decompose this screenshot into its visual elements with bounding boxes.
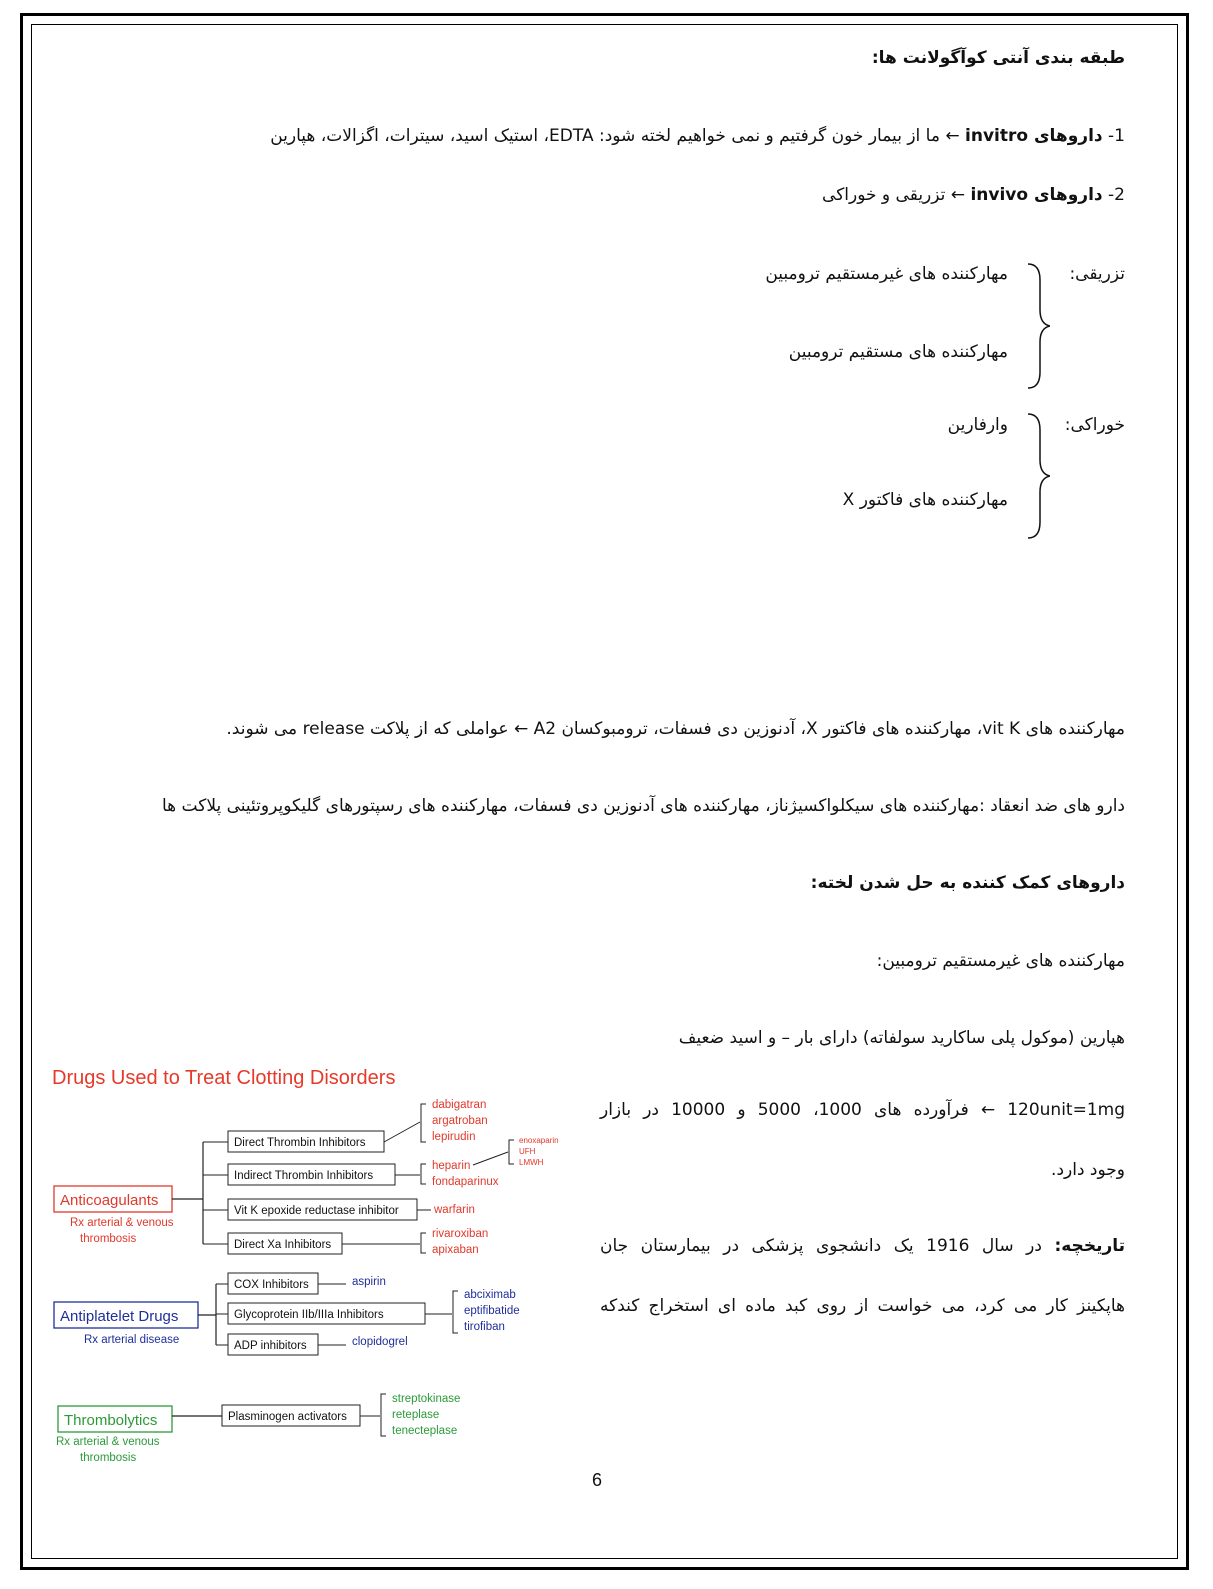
drug-label: warfarin (434, 1204, 475, 1216)
paragraph-antiplatelet: دارو های ضد انعقاد :مهارکننده های سیکلواکسیژناز، مهارکننده های آدنوزین دی فسفات، مهارکننده های رسپتورهای گلیکوپروتئینی پلاکت ها (161, 796, 1125, 816)
drug-label: fondaparinux (432, 1176, 499, 1188)
class-label: Indirect Thrombin Inhibitors (234, 1170, 374, 1182)
antiplatelet-note: Rx arterial disease (84, 1334, 180, 1346)
anticoagulants-note: Rx arterial & venous (70, 1217, 174, 1229)
history-paragraph-line1: تاریخچه: در سال 1916 یک دانشجوی پزشکی در بیمارستان جان (600, 1236, 1126, 1256)
oral-item-warfarin: وارفارین (947, 415, 1008, 435)
class-label: Glycoprotein IIb/IIIa Inhibitors (234, 1309, 384, 1321)
class-label: Plasminogen activators (228, 1411, 347, 1423)
arrow-icon: ← (513, 719, 529, 739)
drug-label: streptokinase (392, 1393, 461, 1405)
heparin-units-cont: وجود دارد. (1051, 1160, 1125, 1180)
drug-label: lepirudin (432, 1131, 476, 1143)
item-text: ما از بیمار خون گرفتیم و نمی خواهیم لخته شود: EDTA، استیک اسید، سیترات، اگزالات، هپارین (270, 126, 940, 146)
injectable-item-direct: مهارکننده های مستقیم ترومبین (788, 342, 1008, 362)
class-label: Vit K epoxide reductase inhibitor (234, 1205, 399, 1217)
class-label: ADP inhibitors (234, 1340, 307, 1352)
class-label: Direct Xa Inhibitors (234, 1239, 332, 1251)
item-label: داروهای invivo (970, 185, 1103, 205)
drug-label: apixaban (432, 1244, 479, 1256)
arrow-icon: ← (950, 185, 966, 205)
thrombolytics-note: thrombosis (80, 1452, 137, 1464)
heparin-type: UFH (519, 1147, 536, 1156)
drug-label: rivaroxiban (432, 1228, 489, 1240)
heparin-description: هپارین (موکول پلی ساکارید سولفاته) دارای بار – و اسید ضعیف (678, 1028, 1125, 1048)
page-number: 6 (592, 1470, 603, 1490)
arrow-icon: ← (945, 126, 960, 146)
item-label: داروهای invitro (965, 126, 1103, 146)
paragraph-platelet-release: مهارکننده های vit K، مهارکننده های فاکتور X، آدنوزین دی فسفات، ترومبوکسان A2 ← عواملی که از پلاکت release می شوند. (226, 719, 1125, 739)
indirect-thrombin-heading: مهارکننده های غیرمستقیم ترومبین: (876, 951, 1125, 971)
drug-label: abciximab (464, 1289, 516, 1301)
antiplatelet-label: Antiplatelet Drugs (60, 1308, 179, 1325)
anticoagulants-label: Anticoagulants (60, 1192, 159, 1209)
section-heading: طبقه بندی آنتی کوآگولانت ها: (871, 48, 1125, 68)
drug-label: heparin (432, 1160, 471, 1172)
anticoagulants-note: thrombosis (80, 1233, 137, 1245)
heparin-type: LMWH (519, 1158, 544, 1167)
oral-label: خوراکی: (1064, 415, 1125, 435)
item-number: 1- (1108, 126, 1125, 146)
drug-label: aspirin (352, 1276, 386, 1288)
class-label: Direct Thrombin Inhibitors (234, 1137, 366, 1149)
thrombolytics-label: Thrombolytics (64, 1412, 158, 1429)
diagram-title: Drugs Used to Treat Clotting Disorders (52, 1067, 396, 1089)
drug-label: eptifibatide (464, 1305, 520, 1317)
injectable-label: تزریقی: (1069, 264, 1125, 284)
drug-label: tenecteplase (392, 1425, 458, 1437)
drug-label: argatroban (432, 1115, 488, 1127)
item-invitro (270, 126, 1125, 146)
item-invivo (822, 185, 1125, 205)
clotting-drugs-diagram (48, 1060, 588, 1470)
brace-icon (1010, 262, 1050, 390)
heparin-units: 120unit=1mg ← فرآورده های 1000، 5000 و 10000 در بازار (600, 1100, 1125, 1120)
drug-label: reteplase (392, 1409, 440, 1421)
item-text: تزریقی و خوراکی (822, 185, 946, 205)
drug-label: tirofiban (464, 1321, 505, 1333)
injectable-item-indirect: مهارکننده های غیرمستقیم ترومبین (765, 264, 1008, 284)
history-paragraph-line2: هاپکینز کار می کرد، می خواست از روی کبد ماده ای استخراج کندکه (600, 1296, 1125, 1316)
drug-label: clopidogrel (352, 1336, 408, 1348)
item-number: 2- (1108, 185, 1125, 205)
drug-label: dabigatran (432, 1099, 487, 1111)
thrombolytic-heading: داروهای کمک کننده به حل شدن لخته: (810, 873, 1125, 893)
thrombolytics-note: Rx arterial & venous (56, 1436, 160, 1448)
brace-icon (1010, 412, 1050, 540)
oral-item-factor-x: مهارکننده های فاکتور X (842, 490, 1008, 510)
heparin-type: enoxaparin (519, 1136, 559, 1145)
history-label: تاریخچه: (1054, 1236, 1126, 1256)
class-label: COX Inhibitors (234, 1279, 309, 1291)
